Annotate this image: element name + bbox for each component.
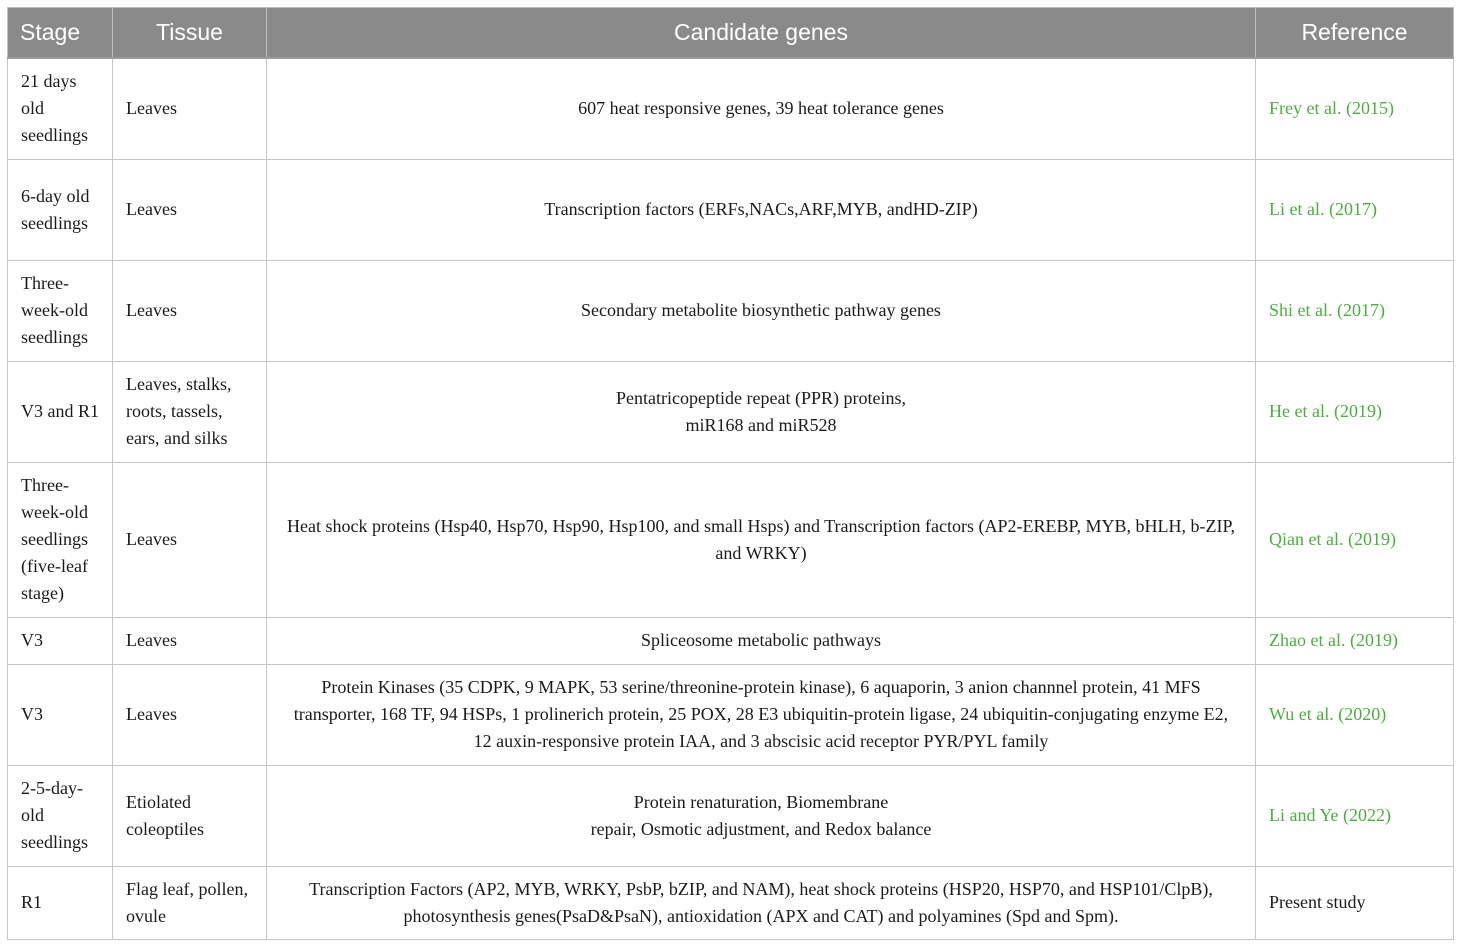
reference-link[interactable]: He et al. (2019) <box>1256 361 1454 462</box>
tissue-cell: Leaves, stalks, roots, tassels, ears, and silks <box>113 361 267 462</box>
table-row <box>8 765 1454 866</box>
header-tissue: Tissue <box>113 8 267 59</box>
stage-cell: V3 <box>8 664 113 765</box>
tissue-cell: Etiolated coleoptiles <box>113 765 267 866</box>
stage-cell: Three-week-old seedlings (five-leaf stage) <box>8 462 113 617</box>
tissue-cell: Flag leaf, pollen, ovule <box>113 866 267 939</box>
genes-cell: Heat shock proteins (Hsp40, Hsp70, Hsp90, Hsp100, and small Hsps) and Transcription factors (AP2-EREBP, MYB, bHLH, b-ZIP, and WRKY) <box>267 462 1256 617</box>
genes-cell: Transcription factors (ERFs,NACs,ARF,MYB, andHD-ZIP) <box>267 159 1256 260</box>
tissue-cell: Leaves <box>113 664 267 765</box>
table-row <box>8 361 1454 462</box>
stage-cell: R1 <box>8 866 113 939</box>
tissue-cell: Leaves <box>113 58 267 159</box>
stage-cell: 6-day old seedlings <box>8 159 113 260</box>
reference-link[interactable]: Frey et al. (2015) <box>1256 58 1454 159</box>
reference-link[interactable]: Li and Ye (2022) <box>1256 765 1454 866</box>
table-row <box>8 866 1454 939</box>
stage-cell: 21 days old seedlings <box>8 58 113 159</box>
stage-cell: V3 and R1 <box>8 361 113 462</box>
reference-link[interactable]: Qian et al. (2019) <box>1256 462 1454 617</box>
genes-cell: 607 heat responsive genes, 39 heat tolerance genes <box>267 58 1256 159</box>
table-row <box>8 260 1454 361</box>
reference-link[interactable]: Li et al. (2017) <box>1256 159 1454 260</box>
genes-cell: Protein renaturation, Biomembrane repair, Osmotic adjustment, and Redox balance <box>267 765 1256 866</box>
reference-link[interactable]: Wu et al. (2020) <box>1256 664 1454 765</box>
table-row <box>8 462 1454 617</box>
tissue-cell: Leaves <box>113 260 267 361</box>
genes-cell: Secondary metabolite biosynthetic pathway genes <box>267 260 1256 361</box>
candidate-genes-table <box>7 7 1454 940</box>
genes-cell: Transcription Factors (AP2, MYB, WRKY, PsbP, bZIP, and NAM), heat shock proteins (HSP20, HSP70, and HSP101/ClpB), photosynthesis genes(PsaD&PsaN), antioxidation (APX and CAT) and polyamines (Spd and Spm). <box>267 866 1256 939</box>
header-candidate-genes: Candidate genes <box>267 8 1256 59</box>
genes-cell: Protein Kinases (35 CDPK, 9 MAPK, 53 serine/threonine-protein kinase), 6 aquaporin, 3 anion channnel protein, 41 MFS transporter, 168 TF, 94 HSPs, 1 prolinerich protein, 25 POX, 28 E3 ubiquitin-protein ligase, 24 ubiquitin-conjugating enzyme E2, 12 auxin-responsive protein IAA, and 3 abscisic acid receptor PYR/PYL family <box>267 664 1256 765</box>
stage-cell: Three-week-old seedlings <box>8 260 113 361</box>
genes-cell: Pentatricopeptide repeat (PPR) proteins, miR168 and miR528 <box>267 361 1256 462</box>
reference-cell: Present study <box>1256 866 1454 939</box>
table-row <box>8 617 1454 664</box>
tissue-cell: Leaves <box>113 462 267 617</box>
stage-cell: 2-5-day-old seedlings <box>8 765 113 866</box>
header-stage: Stage <box>8 8 113 59</box>
table-row <box>8 159 1454 260</box>
table-row <box>8 664 1454 765</box>
stage-cell: V3 <box>8 617 113 664</box>
genes-cell: Spliceosome metabolic pathways <box>267 617 1256 664</box>
reference-link[interactable]: Shi et al. (2017) <box>1256 260 1454 361</box>
table-row <box>8 58 1454 159</box>
header-row <box>8 8 1454 59</box>
tissue-cell: Leaves <box>113 159 267 260</box>
header-reference: Reference <box>1256 8 1454 59</box>
reference-link[interactable]: Zhao et al. (2019) <box>1256 617 1454 664</box>
tissue-cell: Leaves <box>113 617 267 664</box>
